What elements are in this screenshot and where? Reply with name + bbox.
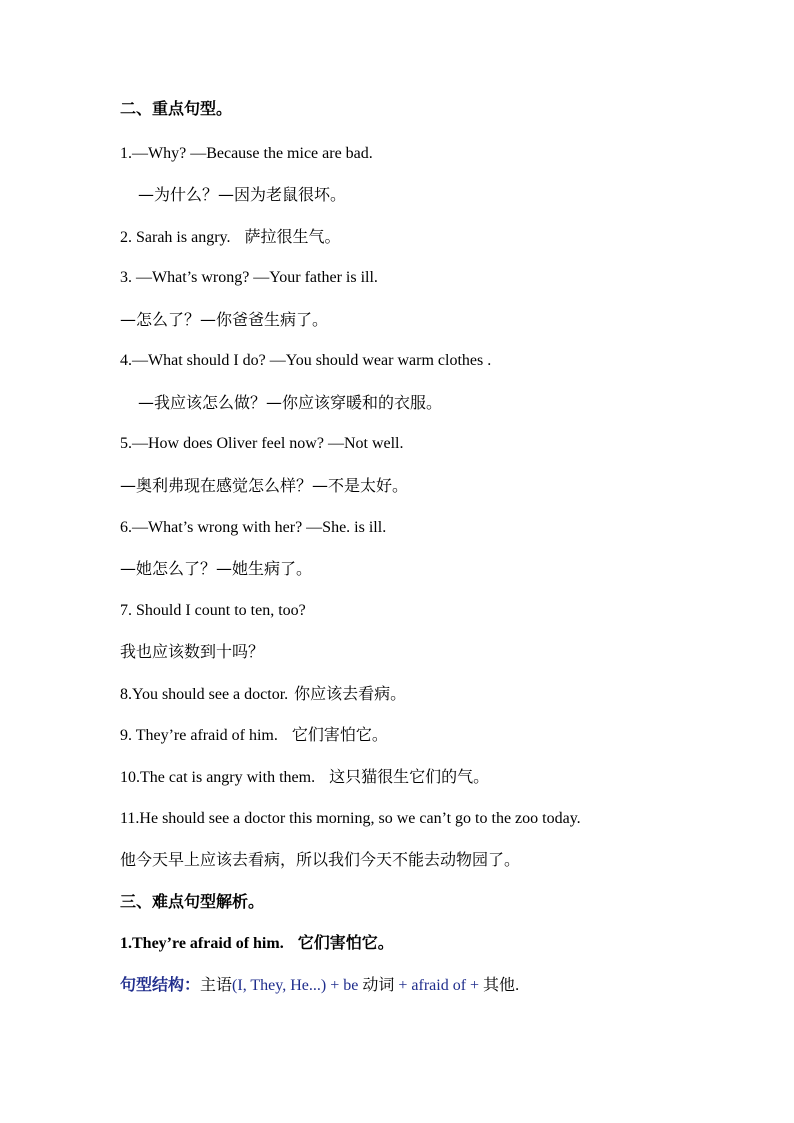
sentence-7-zh: 我也应该数到十吗？ (120, 642, 265, 661)
sentence-11-zh: 他今天早上应该去看病，所以我们今天不能去动物园了。 (120, 850, 521, 869)
sentence-10-zh: 这只猫很生它们的气。 (329, 767, 490, 786)
sentence-10 (120, 766, 489, 789)
structure-plus-be: + be (330, 977, 359, 994)
section-3-heading: 三、难点句型解析。 (120, 892, 265, 911)
sentence-11-en: 11.He should see a doctor this morning, so we can’t go to the zoo today. (120, 810, 581, 827)
sentence-5-en: 5.—How does Oliver feel now? —Not well. (120, 435, 404, 452)
difficult-item-1-en: 1.They’re afraid of him. (120, 935, 284, 952)
sentence-1-en: 1.—Why? —Because the mice are bad. (120, 145, 373, 162)
sentence-9 (120, 724, 388, 747)
sentence-5-zh: —奥利弗现在感觉怎么样？—不是太好。 (120, 476, 409, 495)
structure-afraid-of: + afraid of + (398, 977, 480, 994)
structure-verb: 动词 (362, 975, 395, 994)
sentence-9-zh: 它们害怕它。 (291, 725, 388, 744)
sentence-4-en: 4.—What should I do? —You should wear warm clothes . (120, 352, 492, 369)
sentence-1-zh: —为什么？—因为老鼠很坏。 (138, 185, 347, 204)
sentence-structure (120, 974, 519, 997)
sentence-8 (120, 683, 406, 706)
sentence-6-zh: —她怎么了？—她生病了。 (120, 559, 313, 578)
difficult-item-1-zh: 它们害怕它。 (297, 933, 394, 952)
section-2-heading: 二、重点句型。 (120, 99, 233, 118)
sentence-3-zh: —怎么了？—你爸爸生病了。 (120, 310, 329, 329)
sentence-6-en: 6.—What’s wrong with her? —She. is ill. (120, 519, 387, 536)
structure-subject: 主语 (200, 975, 233, 994)
sentence-2 (120, 226, 341, 249)
sentence-4-zh: —我应该怎么做？—你应该穿暖和的衣服。 (138, 393, 443, 412)
sentence-9-en: 9. They’re afraid of him. (120, 727, 278, 744)
sentence-2-zh: 萨拉很生气。 (244, 227, 341, 246)
difficult-item-1 (120, 932, 394, 955)
structure-other: 其他 (483, 975, 516, 994)
structure-label: 句型结构： (120, 975, 201, 994)
sentence-2-en: 2. Sarah is angry. (120, 229, 231, 246)
sentence-8-en: 8.You should see a doctor. (120, 686, 289, 703)
structure-end: . (515, 977, 520, 994)
sentence-7-en: 7. Should I count to ten, too? (120, 602, 306, 619)
sentence-8-zh: 你应该去看病。 (294, 684, 407, 703)
structure-examples: (I, They, He...) (232, 977, 327, 994)
sentence-3-en: 3. —What’s wrong? —Your father is ill. (120, 269, 378, 286)
sentence-10-en: 10.The cat is angry with them. (120, 769, 316, 786)
